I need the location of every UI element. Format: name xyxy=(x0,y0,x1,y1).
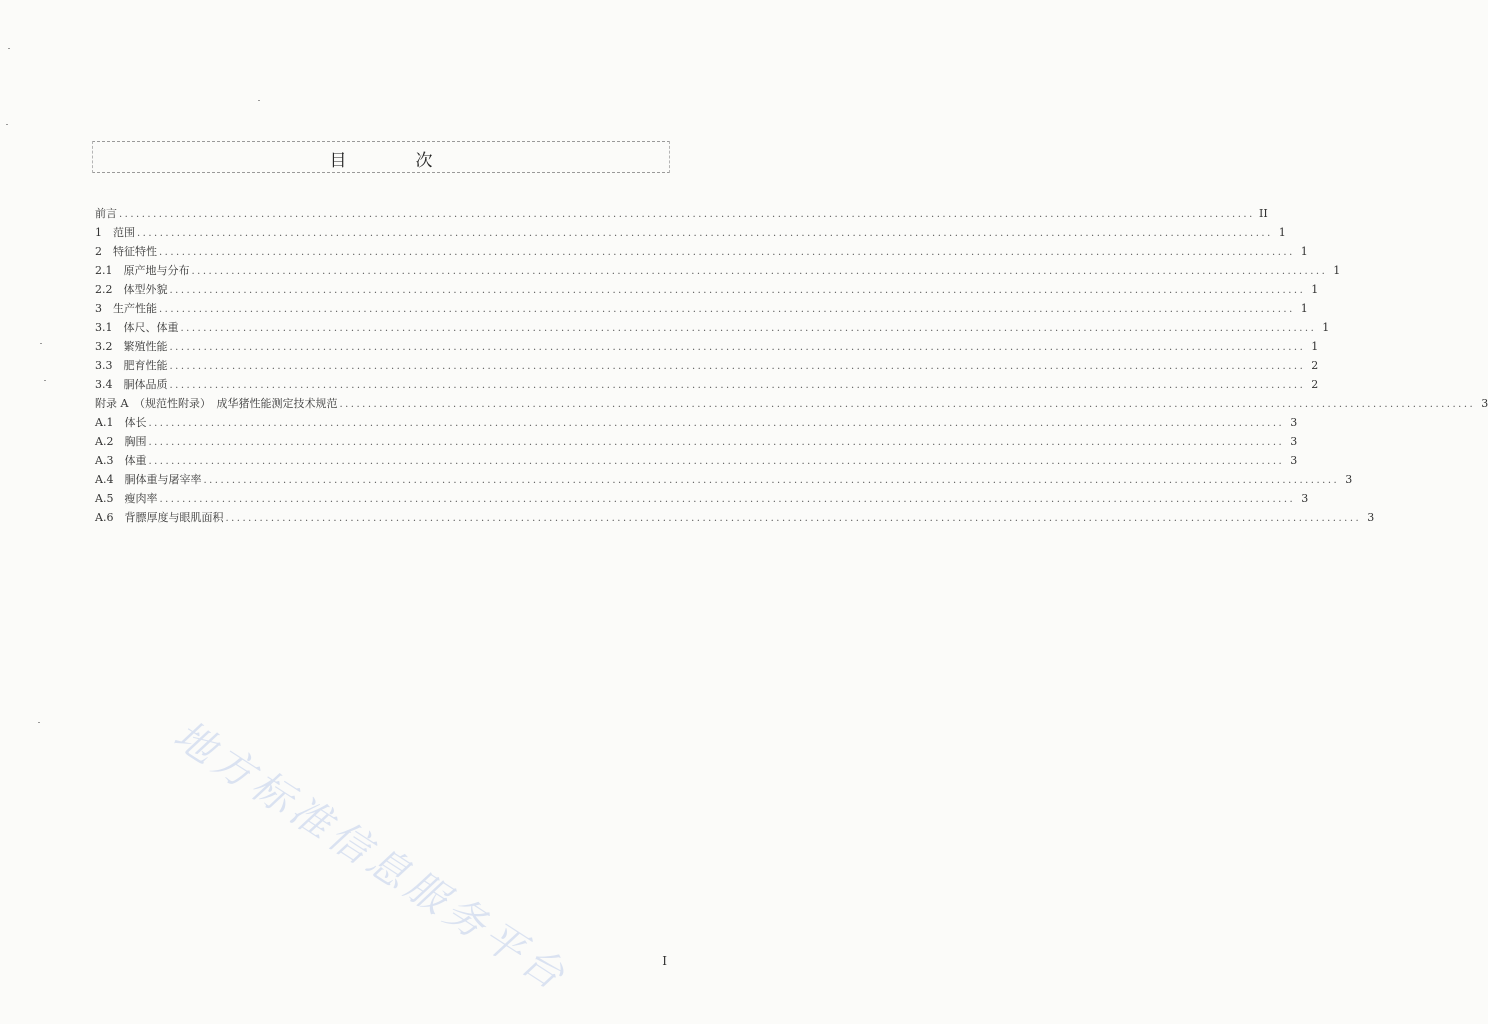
scan-speck xyxy=(38,722,40,723)
toc-entry xyxy=(95,508,1375,527)
toc-dot-leader: ........................................................................................................................................................................................................ xyxy=(339,399,1476,410)
page-title: 目 次 xyxy=(329,151,459,171)
toc-dot-leader: ........................................................................................................................................................................................................ xyxy=(137,228,1273,239)
toc-dot-leader: ........................................................................................................................................................................................................ xyxy=(203,475,1340,486)
toc-entry xyxy=(95,375,1319,394)
toc-entry-label: A.2 胸围 xyxy=(95,435,147,448)
toc-entry-label: A.3 体重 xyxy=(95,454,147,467)
toc-entry xyxy=(95,470,1353,489)
toc-entry xyxy=(95,261,1341,280)
toc-dot-leader: ........................................................................................................................................................................................................ xyxy=(169,342,1306,353)
toc-dot-leader: ........................................................................................................................................................................................................ xyxy=(169,361,1306,372)
toc-entry-page: 3 xyxy=(1367,511,1375,524)
scan-speck xyxy=(6,124,8,125)
toc-dot-leader: ........................................................................................................................................................................................................ xyxy=(119,209,1255,220)
toc-entry-page: 3 xyxy=(1301,492,1309,505)
toc-entry-page: 3 xyxy=(1345,473,1353,486)
toc-entry-label: A.1 体长 xyxy=(95,416,147,429)
toc-dot-leader: ........................................................................................................................................................................................................ xyxy=(159,494,1296,505)
toc-entry xyxy=(95,413,1298,432)
toc-entry-label: 1 范围 xyxy=(95,226,135,239)
toc-entry-label: A.6 背膘厚度与眼肌面积 xyxy=(95,511,224,524)
toc-dot-leader: ........................................................................................................................................................................................................ xyxy=(148,418,1285,429)
watermark-text: 地方标准信息服务平台 xyxy=(165,712,577,1002)
toc-entry-label: 2 特征特性 xyxy=(95,245,157,258)
toc-entry xyxy=(95,432,1298,451)
toc-entry-page: 2 xyxy=(1311,378,1319,391)
toc-entry-page: 1 xyxy=(1278,226,1286,239)
toc-entry-label: 前言 xyxy=(95,207,117,220)
toc-entry-page: 1 xyxy=(1300,245,1308,258)
toc-entry-label: 3.1 体尺、体重 xyxy=(95,321,179,334)
toc-dot-leader: ........................................................................................................................................................................................................ xyxy=(169,285,1306,296)
toc-dot-leader: ........................................................................................................................................................................................................ xyxy=(180,323,1317,334)
toc-entry xyxy=(95,318,1330,337)
toc-entry-page: II xyxy=(1259,207,1268,220)
title-frame xyxy=(92,141,670,173)
toc-entry xyxy=(95,489,1309,508)
toc-entry-label: 3.3 肥育性能 xyxy=(95,359,168,372)
toc-entry-label: 3.2 繁殖性能 xyxy=(95,340,168,353)
toc-entry-label: A.5 瘦肉率 xyxy=(95,492,158,505)
scan-speck xyxy=(8,48,10,49)
toc-dot-leader: ........................................................................................................................................................................................................ xyxy=(159,247,1295,258)
scan-speck xyxy=(44,380,46,381)
toc-entry-page: 1 xyxy=(1300,302,1308,315)
toc-entry-page: 3 xyxy=(1290,454,1298,467)
toc-dot-leader: ........................................................................................................................................................................................................ xyxy=(169,380,1306,391)
toc-entry xyxy=(95,280,1319,299)
page-number: I xyxy=(662,954,667,968)
toc-entry-page: 1 xyxy=(1322,321,1330,334)
toc-dot-leader: ........................................................................................................................................................................................................ xyxy=(148,456,1285,467)
toc-entry-page: 1 xyxy=(1333,264,1341,277)
toc-entry xyxy=(95,242,1308,261)
toc-entry-label: A.4 胴体重与屠宰率 xyxy=(95,473,202,486)
table-of-contents xyxy=(95,204,1488,527)
scan-speck xyxy=(258,100,260,101)
toc-entry-page: 2 xyxy=(1311,359,1319,372)
toc-entry-page: 1 xyxy=(1311,340,1319,353)
toc-entry xyxy=(95,394,1488,413)
toc-entry-label: 2.2 体型外貌 xyxy=(95,283,168,296)
toc-dot-leader: ........................................................................................................................................................................................................ xyxy=(191,266,1328,277)
toc-entry-label: 2.1 原产地与分布 xyxy=(95,264,190,277)
toc-entry-page: 3 xyxy=(1290,416,1298,429)
toc-entry xyxy=(95,337,1319,356)
toc-dot-leader: ........................................................................................................................................................................................................ xyxy=(159,304,1295,315)
toc-entry xyxy=(95,204,1268,223)
toc-entry xyxy=(95,451,1298,470)
scan-speck xyxy=(40,343,42,344)
toc-entry xyxy=(95,299,1308,318)
toc-entry-page: 1 xyxy=(1311,283,1319,296)
toc-entry-label: 3.4 胴体品质 xyxy=(95,378,168,391)
toc-entry xyxy=(95,223,1286,242)
toc-entry xyxy=(95,356,1319,375)
toc-entry-page: 3 xyxy=(1290,435,1298,448)
toc-dot-leader: ........................................................................................................................................................................................................ xyxy=(148,437,1285,448)
toc-entry-label: 附录 A （规范性附录） 成华猪性能测定技术规范 xyxy=(95,397,338,410)
toc-entry-page: 3 xyxy=(1481,397,1488,410)
toc-dot-leader: ........................................................................................................................................................................................................ xyxy=(225,513,1362,524)
toc-entry-label: 3 生产性能 xyxy=(95,302,157,315)
